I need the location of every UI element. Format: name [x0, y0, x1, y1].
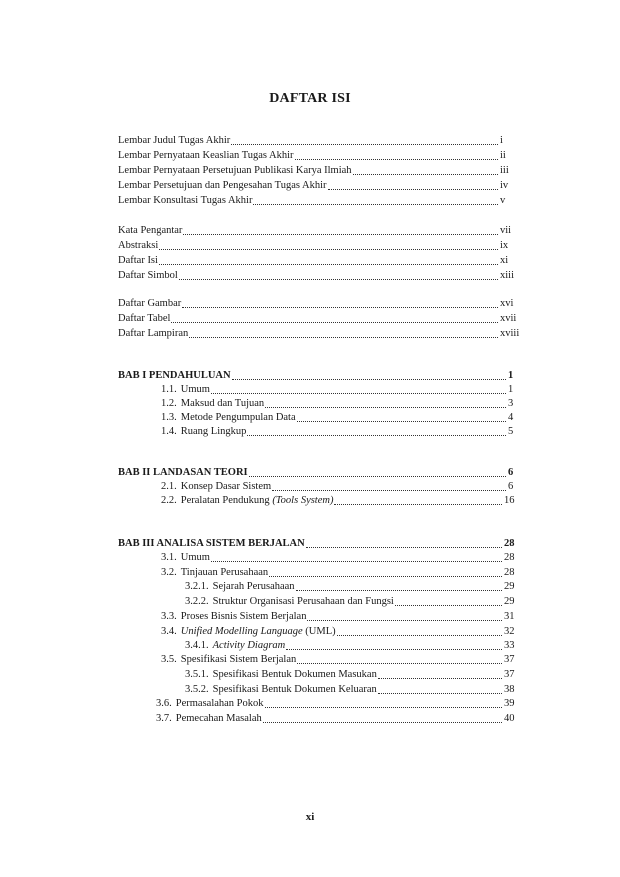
toc-entry[interactable] — [118, 327, 528, 341]
toc-section[interactable] — [161, 494, 516, 508]
section-label: Konsep Dasar Sistem — [180, 481, 272, 492]
toc-entry-label: Lembar Persetujuan dan Pengesahan Tugas Akhir — [118, 180, 327, 191]
section-page: 28 — [504, 567, 515, 578]
toc-entry[interactable] — [118, 312, 522, 326]
toc-section[interactable] — [161, 411, 514, 425]
toc-entry[interactable] — [118, 297, 518, 311]
leader-dots — [295, 158, 498, 160]
leader-dots — [179, 278, 498, 280]
leader-dots — [183, 233, 498, 235]
toc-entry-label: Daftar Gambar — [118, 298, 182, 309]
section-label: Umum — [180, 384, 210, 395]
section-page: 28 — [504, 552, 515, 563]
section-page: 37 — [504, 669, 515, 680]
toc-entry[interactable] — [118, 179, 514, 193]
leader-dots — [232, 378, 506, 380]
toc-entry-page: ix — [500, 240, 509, 251]
section-label: Umum — [180, 552, 210, 563]
toc-chapter-label: BAB II LANDASAN TEORI — [118, 467, 248, 478]
section-number: 3.3. — [161, 611, 177, 622]
toc-entry[interactable] — [118, 269, 520, 283]
toc-entry[interactable] — [118, 224, 516, 238]
leader-dots — [211, 560, 502, 562]
section-page: 31 — [504, 611, 515, 622]
section-label: Proses Bisnis Sistem Berjalan — [180, 611, 307, 622]
section-label: Sejarah Perusahaan — [212, 581, 295, 592]
section-label — [213, 639, 286, 653]
leader-dots — [171, 321, 498, 323]
toc-entry[interactable] — [118, 254, 514, 268]
section-label-text: Peralatan Pendukung — [180, 495, 270, 506]
toc-entry-label: Daftar Lampiran — [118, 328, 189, 339]
section-number: 1.3. — [161, 412, 177, 423]
toc-entry-page: iv — [500, 180, 509, 191]
toc-section[interactable] — [161, 551, 516, 565]
toc-chapter-label: BAB I PENDAHULUAN — [118, 370, 231, 381]
section-label-italic: Unified Modelling Language — [180, 626, 303, 637]
section-page: 5 — [508, 426, 514, 437]
toc-section[interactable] — [161, 397, 514, 411]
toc-section[interactable] — [161, 383, 514, 397]
section-number: 1.1. — [161, 384, 177, 395]
leader-dots — [378, 677, 502, 679]
toc-entry-label: Daftar Tabel — [118, 313, 171, 324]
toc-entry[interactable] — [118, 164, 512, 178]
section-label: Permasalahan Pokok — [175, 698, 264, 709]
toc-chapter[interactable] — [118, 466, 514, 480]
toc-section[interactable] — [161, 610, 516, 624]
section-label: Metode Pengumpulan Data — [180, 412, 296, 423]
section-page: 39 — [504, 698, 515, 709]
toc-subsection[interactable] — [185, 668, 516, 682]
section-page: 40 — [504, 713, 515, 724]
toc-entry-label: Abstraksi — [118, 240, 159, 251]
section-number: 3.5. — [161, 654, 177, 665]
leader-dots — [265, 406, 506, 408]
section-number: 3.5.1. — [185, 669, 209, 680]
leader-dots — [182, 306, 498, 308]
leader-dots — [265, 706, 502, 708]
leader-dots — [378, 692, 502, 694]
section-label: Tinjauan Perusahaan — [180, 567, 269, 578]
toc-section[interactable] — [161, 566, 516, 580]
toc-subsection[interactable] — [185, 595, 516, 609]
section-number: 3.2. — [161, 567, 177, 578]
leader-dots — [307, 619, 502, 621]
toc-entry-label: Lembar Pernyataan Persetujuan Publikasi Karya Ilmiah — [118, 165, 352, 176]
toc-entry[interactable] — [118, 194, 508, 208]
toc-chapter-page: 28 — [504, 538, 515, 549]
section-page: 6 — [508, 481, 514, 492]
leader-dots — [286, 648, 502, 650]
section-number: 3.2.2. — [185, 596, 209, 607]
section-number: 1.2. — [161, 398, 177, 409]
page-number: xi — [305, 811, 315, 823]
leader-dots — [306, 546, 502, 548]
leader-dots — [296, 589, 502, 591]
leader-dots — [159, 263, 498, 265]
section-label: Struktur Organisasi Perusahaan dan Fungsi — [212, 596, 394, 607]
leader-dots — [231, 143, 498, 145]
section-number: 3.6. — [156, 698, 172, 709]
leader-dots — [263, 721, 502, 723]
leader-dots — [249, 475, 506, 477]
leader-dots — [247, 434, 506, 436]
leader-dots — [272, 489, 506, 491]
section-page: 16 — [504, 495, 515, 506]
leader-dots — [395, 604, 502, 606]
section-number: 1.4. — [161, 426, 177, 437]
toc-section[interactable] — [156, 697, 516, 711]
toc-entry-label: Kata Pengantar — [118, 225, 183, 236]
toc-subsection[interactable] — [185, 683, 516, 697]
toc-chapter[interactable] — [118, 537, 516, 551]
toc-subsection[interactable] — [185, 580, 516, 594]
toc-section[interactable] — [161, 653, 516, 667]
leader-dots — [189, 336, 498, 338]
section-page: 29 — [504, 581, 515, 592]
toc-entry-page: xiii — [500, 270, 515, 281]
leader-dots — [269, 575, 502, 577]
section-page: 29 — [504, 596, 515, 607]
toc-entry-page: ii — [500, 150, 506, 161]
leader-dots — [334, 503, 502, 505]
section-page: 3 — [508, 398, 514, 409]
section-number: 3.7. — [156, 713, 172, 724]
section-label-italic: (Tools System) — [272, 495, 334, 506]
toc-chapter-page: 6 — [508, 467, 514, 478]
toc-entry-page: i — [500, 135, 503, 146]
section-number: 3.5.2. — [185, 684, 209, 695]
section-label-text: (UML) — [305, 626, 336, 637]
toc-chapter-page: 1 — [508, 370, 514, 381]
toc-section[interactable] — [161, 425, 514, 439]
section-page: 32 — [504, 626, 515, 637]
toc-entry-page: xvii — [500, 313, 517, 324]
toc-entry-label: Lembar Konsultasi Tugas Akhir — [118, 195, 253, 206]
leader-dots — [297, 420, 506, 422]
section-page: 33 — [504, 640, 515, 651]
toc-entry-page: xi — [500, 255, 509, 266]
toc-entry-page: iii — [500, 165, 509, 176]
toc-subsection[interactable] — [185, 639, 516, 653]
section-number: 3.1. — [161, 552, 177, 563]
section-page: 4 — [508, 412, 514, 423]
toc-section[interactable] — [161, 625, 516, 639]
toc-section[interactable] — [161, 480, 514, 494]
toc-entry-page: v — [500, 195, 506, 206]
leader-dots — [253, 203, 498, 205]
leader-dots — [159, 248, 498, 250]
toc-entry-label: Daftar Simbol — [118, 270, 178, 281]
section-label-italic: Activity Diagram — [212, 640, 286, 651]
toc-entry-page: xviii — [500, 328, 520, 339]
section-number: 3.4.1. — [185, 640, 209, 651]
toc-entry-page: vii — [500, 225, 512, 236]
toc-entry[interactable] — [118, 239, 514, 253]
toc-chapter-label: BAB III ANALISA SISTEM BERJALAN — [118, 538, 305, 549]
toc-entry-label: Daftar Isi — [118, 255, 158, 266]
leader-dots — [353, 173, 498, 175]
leader-dots — [337, 634, 502, 636]
section-number: 2.1. — [161, 481, 177, 492]
section-label: Ruang Lingkup — [180, 426, 247, 437]
toc-entry[interactable] — [118, 134, 508, 148]
section-label: Spesifikasi Sistem Berjalan — [180, 654, 297, 665]
toc-entry-label: Lembar Judul Tugas Akhir — [118, 135, 231, 146]
section-label — [181, 494, 334, 508]
section-number: 2.2. — [161, 495, 177, 506]
toc-entry-page: xvi — [500, 298, 514, 309]
toc-chapter[interactable] — [118, 369, 514, 383]
section-label: Spesifikasi Bentuk Dokumen Masukan — [212, 669, 377, 680]
leader-dots — [328, 188, 498, 190]
toc-entry[interactable] — [118, 149, 508, 163]
section-page: 1 — [508, 384, 514, 395]
section-label: Spesifikasi Bentuk Dokumen Keluaran — [212, 684, 377, 695]
leader-dots — [211, 392, 506, 394]
section-number: 3.2.1. — [185, 581, 209, 592]
section-page: 37 — [504, 654, 515, 665]
page-title: DAFTAR ISI — [269, 91, 351, 106]
section-label — [181, 625, 336, 639]
section-label: Pemecahan Masalah — [175, 713, 262, 724]
toc-entry-label: Lembar Pernyataan Keaslian Tugas Akhir — [118, 150, 294, 161]
leader-dots — [297, 662, 502, 664]
section-page: 38 — [504, 684, 515, 695]
toc-section[interactable] — [156, 712, 516, 726]
section-label: Maksud dan Tujuan — [180, 398, 265, 409]
section-number: 3.4. — [161, 626, 177, 637]
